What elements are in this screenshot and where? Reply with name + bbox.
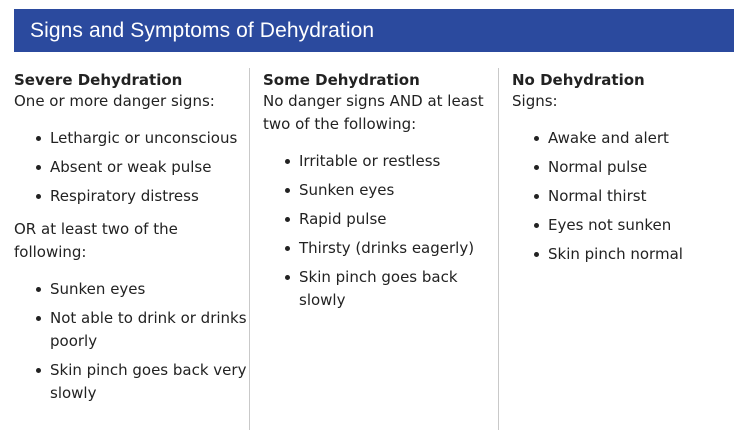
severe-dehydration-column (14, 70, 248, 415)
signs-list (263, 150, 495, 312)
column-heading: Severe Dehydration (14, 71, 183, 89)
list-item: Sunken eyes (50, 278, 248, 301)
list-item: Skin pinch goes back slowly (299, 266, 495, 312)
column-intro: Signs: (512, 92, 558, 110)
list-item: Awake and alert (548, 127, 734, 150)
no-dehydration-column (512, 70, 734, 276)
list-item: Rapid pulse (299, 208, 495, 231)
list-item: Not able to drink or drinks poorly (50, 307, 248, 353)
signs-list (512, 127, 734, 266)
list-item: Lethargic or unconscious (50, 127, 248, 150)
column-intro: No danger signs AND at least two of the following: (263, 92, 484, 133)
list-item: Normal thirst (548, 185, 734, 208)
list-item: Skin pinch normal (548, 243, 734, 266)
column-divider (498, 68, 499, 430)
list-item: Thirsty (drinks eagerly) (299, 237, 495, 260)
list-item: Absent or weak pulse (50, 156, 248, 179)
danger-signs-list (14, 127, 248, 208)
title-banner (14, 9, 734, 52)
list-item: Respiratory distress (50, 185, 248, 208)
column-heading: No Dehydration (512, 71, 645, 89)
list-item: Normal pulse (548, 156, 734, 179)
column-divider (249, 68, 250, 430)
list-item: Skin pinch goes back very slowly (50, 359, 248, 405)
secondary-signs-list (14, 278, 248, 405)
secondary-intro: OR at least two of the following: (14, 220, 178, 261)
list-item: Eyes not sunken (548, 214, 734, 237)
list-item: Sunken eyes (299, 179, 495, 202)
page-title: Signs and Symptoms of Dehydration (30, 18, 375, 42)
some-dehydration-column (263, 70, 495, 322)
column-heading: Some Dehydration (263, 71, 420, 89)
list-item: Irritable or restless (299, 150, 495, 173)
column-intro: One or more danger signs: (14, 92, 215, 110)
